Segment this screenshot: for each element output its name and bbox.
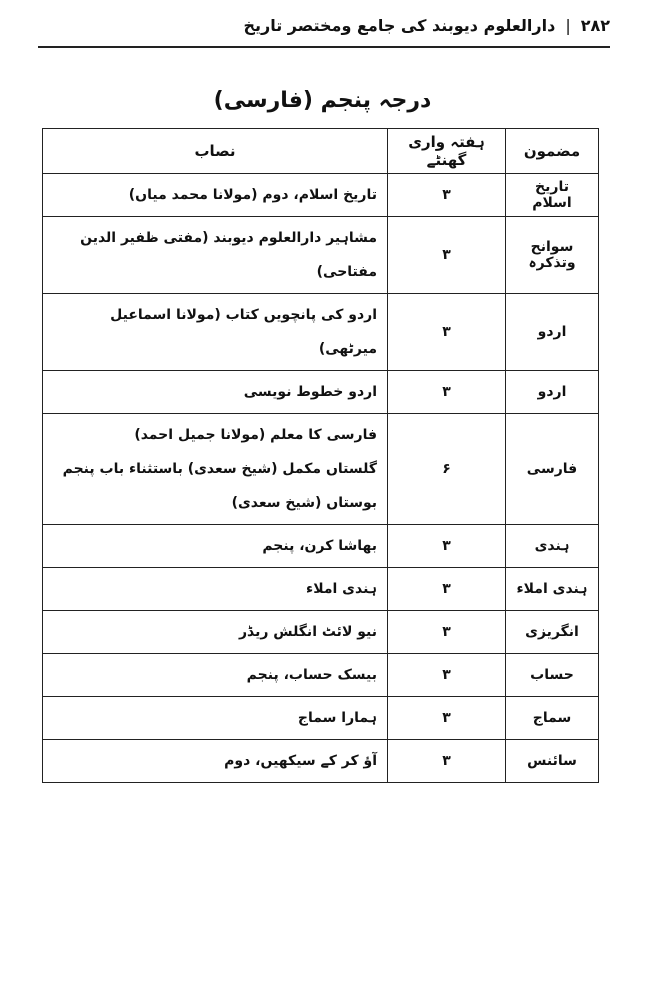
table-row (43, 740, 599, 783)
syllabus-line: نیو لائٹ انگلش ریڈر (238, 624, 377, 640)
table-row (43, 697, 599, 740)
syllabus-line: بیسک حساب، پنجم (246, 667, 377, 683)
hours-cell: ۶ (388, 414, 506, 525)
syllabus-line: اردو خطوط نویسی (243, 384, 377, 400)
subject-cell: فارسی (506, 414, 599, 525)
syllabus-line: اردو کی پانچویں کتاب (مولانا اسماعیل میرٹھی) (110, 307, 377, 357)
table-row (43, 611, 599, 654)
table-row (43, 217, 599, 294)
syllabus-cell (43, 294, 388, 371)
syllabus-line: بھاشا کرن، پنجم (262, 538, 377, 554)
table-row (43, 371, 599, 414)
hours-cell: ۳ (388, 371, 506, 414)
syllabus-cell (43, 611, 388, 654)
subject-cell: تاریخ اسلام (506, 174, 599, 217)
header-syllabus: نصاب (43, 129, 388, 174)
table-row (43, 174, 599, 217)
syllabus-line: آؤ کر کے سیکھیں، دوم (224, 753, 377, 769)
syllabus-cell (43, 414, 388, 525)
subject-cell: اردو (506, 294, 599, 371)
subject-cell: اردو (506, 371, 599, 414)
table-header-row (43, 129, 599, 174)
syllabus-line: گلستاں مکمل (شیخ سعدی) باستثناء باب پنجم (62, 461, 377, 477)
subject-cell: سوانح وتذکرہ (506, 217, 599, 294)
table-row (43, 525, 599, 568)
table-row (43, 294, 599, 371)
page-header (40, 8, 610, 42)
syllabus-table (42, 128, 599, 783)
hours-cell: ۳ (388, 654, 506, 697)
table-row (43, 414, 599, 525)
page-number: ۲۸۲ (580, 15, 610, 35)
syllabus-cell (43, 174, 388, 217)
subject-cell: حساب (506, 654, 599, 697)
hours-cell: ۳ (388, 697, 506, 740)
subject-cell: ہندی املاء (506, 568, 599, 611)
hours-cell: ۳ (388, 217, 506, 294)
subject-cell: سائنس (506, 740, 599, 783)
syllabus-cell (43, 654, 388, 697)
hours-cell: ۳ (388, 568, 506, 611)
section-title: درجہ پنجم (فارسی) (213, 88, 432, 113)
hours-cell: ۳ (388, 294, 506, 371)
table-row (43, 568, 599, 611)
book-title: دارالعلوم دیوبند کی جامع ومختصر تاریخ (243, 15, 556, 35)
syllabus-cell (43, 525, 388, 568)
syllabus-cell (43, 697, 388, 740)
header-subject: مضمون (506, 129, 599, 174)
header-separator: | (565, 15, 571, 35)
hours-cell: ۳ (388, 174, 506, 217)
syllabus-line: ہمارا سماج (297, 710, 377, 726)
syllabus-line: مشاہیر دارالعلوم دیوبند (مفتی ظفیر الدین مفتاحی) (80, 230, 377, 280)
syllabus-cell (43, 217, 388, 294)
header-rule (38, 46, 610, 48)
hours-cell: ۳ (388, 740, 506, 783)
syllabus-line: بوستاں (شیخ سعدی) (231, 495, 377, 511)
syllabus-cell (43, 740, 388, 783)
header-weekly-hours: ہفتہ واری گھنٹے (388, 129, 506, 174)
syllabus-cell (43, 371, 388, 414)
syllabus-line: فارسی کا معلم (مولانا جمیل احمد) (134, 427, 377, 443)
subject-cell: انگریزی (506, 611, 599, 654)
subject-cell: ہندی (506, 525, 599, 568)
syllabus-line: ہندی املاء (306, 581, 377, 597)
hours-cell: ۳ (388, 525, 506, 568)
hours-cell: ۳ (388, 611, 506, 654)
table-row (43, 654, 599, 697)
subject-cell: سماج (506, 697, 599, 740)
syllabus-cell (43, 568, 388, 611)
syllabus-line: تاریخ اسلام، دوم (مولانا محمد میاں) (128, 187, 377, 203)
